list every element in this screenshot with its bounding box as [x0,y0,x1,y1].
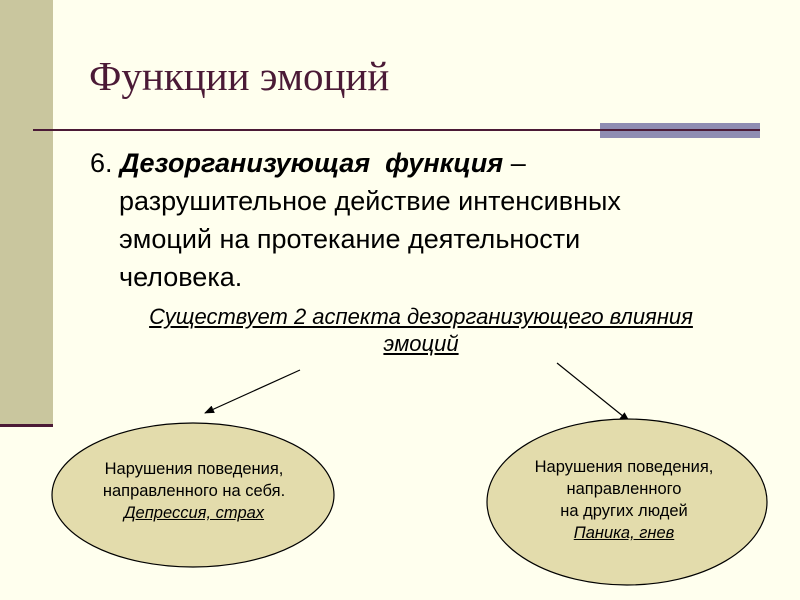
left-arrow [205,370,300,413]
description-line-1: разрушительное действие интенсивных [119,186,621,216]
function-dash: – [510,148,526,178]
aspect-line-2: эмоций [383,331,459,356]
aspect-line-1: Существует 2 аспекта дезорганизующего влияния [149,304,693,329]
description-line-3: человека. [119,262,243,292]
left-node-text [63,458,325,524]
function-term: Дезорганизующая функция [120,148,504,178]
right-node-text [497,456,751,544]
right-arrow [557,363,629,421]
right-node-line-3: на других людей [560,502,688,520]
left-node-line-2: направленного на себя. [102,482,286,500]
left-node-line-1: Нарушения поведения, [104,460,284,478]
slide-title: Функции эмоций [89,53,390,99]
point-number: 6. [90,148,113,178]
right-node-line-2: направленного [566,480,682,498]
description-line-2: эмоций на протекание деятельности [119,224,581,254]
left-node-emphasis: Депрессия, страх [123,504,265,522]
right-node-line-1: Нарушения поведения, [534,458,714,476]
right-node-emphasis: Паника, гнев [573,524,675,542]
